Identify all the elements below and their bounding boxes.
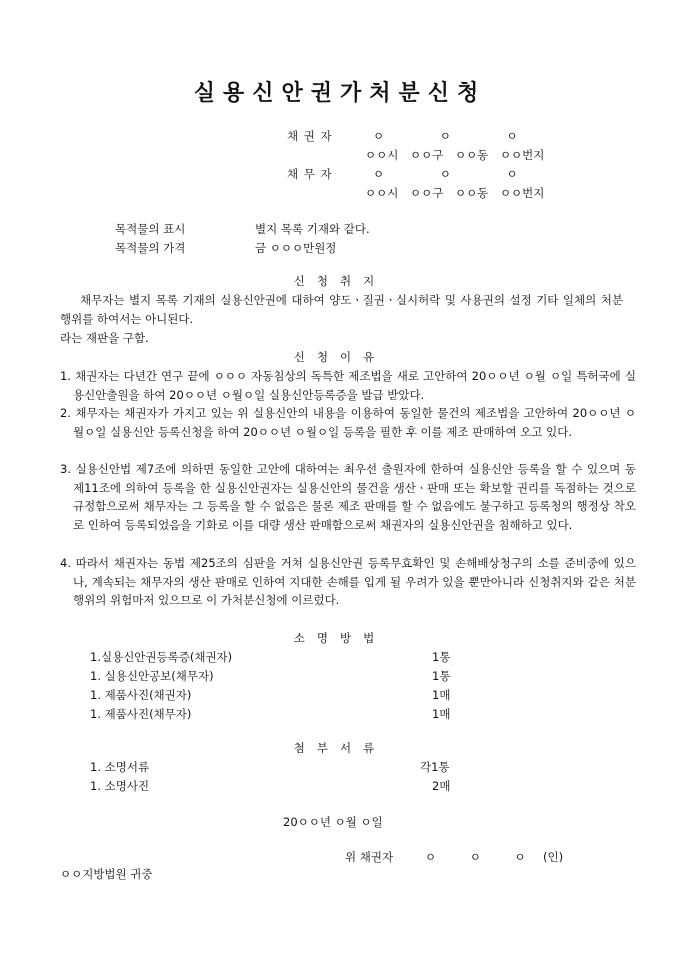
document-title: 실용신안권가처분신청 bbox=[193, 80, 487, 106]
evidence-item-name: 1. 제품사진(채무자) bbox=[90, 707, 192, 721]
evidence-item-qty: 1통 bbox=[432, 650, 451, 664]
evidence-item-qty: 1통 bbox=[432, 669, 451, 683]
evidence-heading: 소명방법 bbox=[293, 631, 387, 645]
document-date: 20ㅇㅇ년 ㅇ월 ㅇ일 bbox=[283, 815, 383, 829]
signature-label: 위 채권자 bbox=[345, 850, 394, 864]
reasons-heading: 신청이유 bbox=[293, 350, 387, 364]
object-price-label: 목적물의 가격 bbox=[115, 241, 186, 255]
evidence-item-name: 1. 제품사진(채권자) bbox=[90, 688, 192, 702]
reason-item: 2. 채무자는 채권자가 가지고 있는 위 실용신안의 내용을 이용하여 동일한 물건의 제조법을 고안하여 20ㅇㅇ년 ㅇ월ㅇ일 실용신안 등록신청을 하여 20ㅇㅇ년 ㅇ월ㅇ일 등록을 필한 후 이를 제조 판매하여 오고 있다. bbox=[60, 406, 636, 439]
object-price-value: 금 ㅇㅇㅇ만원정 bbox=[255, 241, 337, 255]
purpose-body: 채무자는 별지 목록 기재의 실용신안권에 대하여 양도ㆍ질권ㆍ실시허락 및 사용권의 설정 기타 일체의 처분행위를 하여서는 아니된다. bbox=[60, 293, 623, 326]
purpose-closing: 라는 재판을 구함. bbox=[60, 331, 149, 345]
court-addressee: ㅇㅇ지방법원 귀중 bbox=[60, 867, 153, 881]
object-display-label: 목적물의 표시 bbox=[115, 222, 186, 236]
evidence-item-name: 1.실용신안권등록증(채권자) bbox=[90, 650, 233, 664]
attachments-heading: 첨부서류 bbox=[293, 741, 387, 755]
evidence-item-qty: 1매 bbox=[432, 707, 451, 721]
evidence-item-qty: 1매 bbox=[432, 688, 451, 702]
signature-name: ㅇ ㅇ ㅇ bbox=[425, 850, 526, 864]
attachment-item-name: 1. 소명서류 bbox=[90, 760, 150, 774]
debtor-name: ㅇ ㅇ ㅇ bbox=[373, 167, 518, 181]
creditor-label: 채 권 자 bbox=[287, 129, 333, 143]
reason-item: 4. 따라서 채권자는 동법 제25조의 심판을 거쳐 실용신안권 등록무효확인 및 손해배상청구의 소를 준비중에 있으나, 계속되는 채무자의 생산 판매로 인하여 지대한 손해를 입게 될 우려가 있을 뿐만아니라 신청취지와 같은 처분행위의 위험마저 있으므로 이 가처분신청에 이르렀다. bbox=[60, 556, 636, 607]
creditor-name: ㅇ ㅇ ㅇ bbox=[373, 129, 518, 143]
attachment-item-qty: 각1통 bbox=[420, 760, 450, 774]
object-display-value: 별지 목록 기재와 같다. bbox=[255, 222, 370, 236]
reason-item: 3. 실용신안법 제7조에 의하면 동일한 고안에 대하여는 최우선 출원자에 한하여 실용신안 등록을 할 수 있으며 동 제11조에 의하여 등록을 한 실용신안권자는 실용신안의 물건을 생산ㆍ판매 또는 확보할 권리를 독점하는 것으로 규정함으로써 채무자는 그 등록을 할 수 없음은 물론 제조 판매를 할 수 없음에도 불구하고 등록청의 행정상 착오로 인하여 등록되었음을 기화로 이를 대량 생산 판매함으로써 채권자의 실용신안권을 침해하고 있다. bbox=[60, 462, 636, 532]
creditor-address: ㅇㅇ시 ㅇㅇ구 ㅇㅇ동 ㅇㅇ번지 bbox=[365, 148, 545, 162]
seal-mark: (인) bbox=[543, 850, 564, 864]
evidence-item-name: 1. 실용신안공보(채무자) bbox=[90, 669, 214, 683]
attachment-item-name: 1. 소명사진 bbox=[90, 779, 150, 793]
debtor-address: ㅇㅇ시 ㅇㅇ구 ㅇㅇ동 ㅇㅇ번지 bbox=[365, 186, 545, 200]
attachment-item-qty: 2매 bbox=[432, 779, 451, 793]
reason-item: 1. 채권자는 다년간 연구 끝에 ㅇㅇㅇ 자동침상의 독특한 제조법을 새로 고안하여 20ㅇㅇ년 ㅇ월 ㅇ일 특허국에 실용신안출원을 하여 20ㅇㅇ년 ㅇ월ㅇ일 실용신안등록증을 발급 받았다. bbox=[60, 369, 636, 402]
debtor-label: 채 무 자 bbox=[287, 167, 333, 181]
purpose-heading: 신청취지 bbox=[293, 274, 387, 288]
